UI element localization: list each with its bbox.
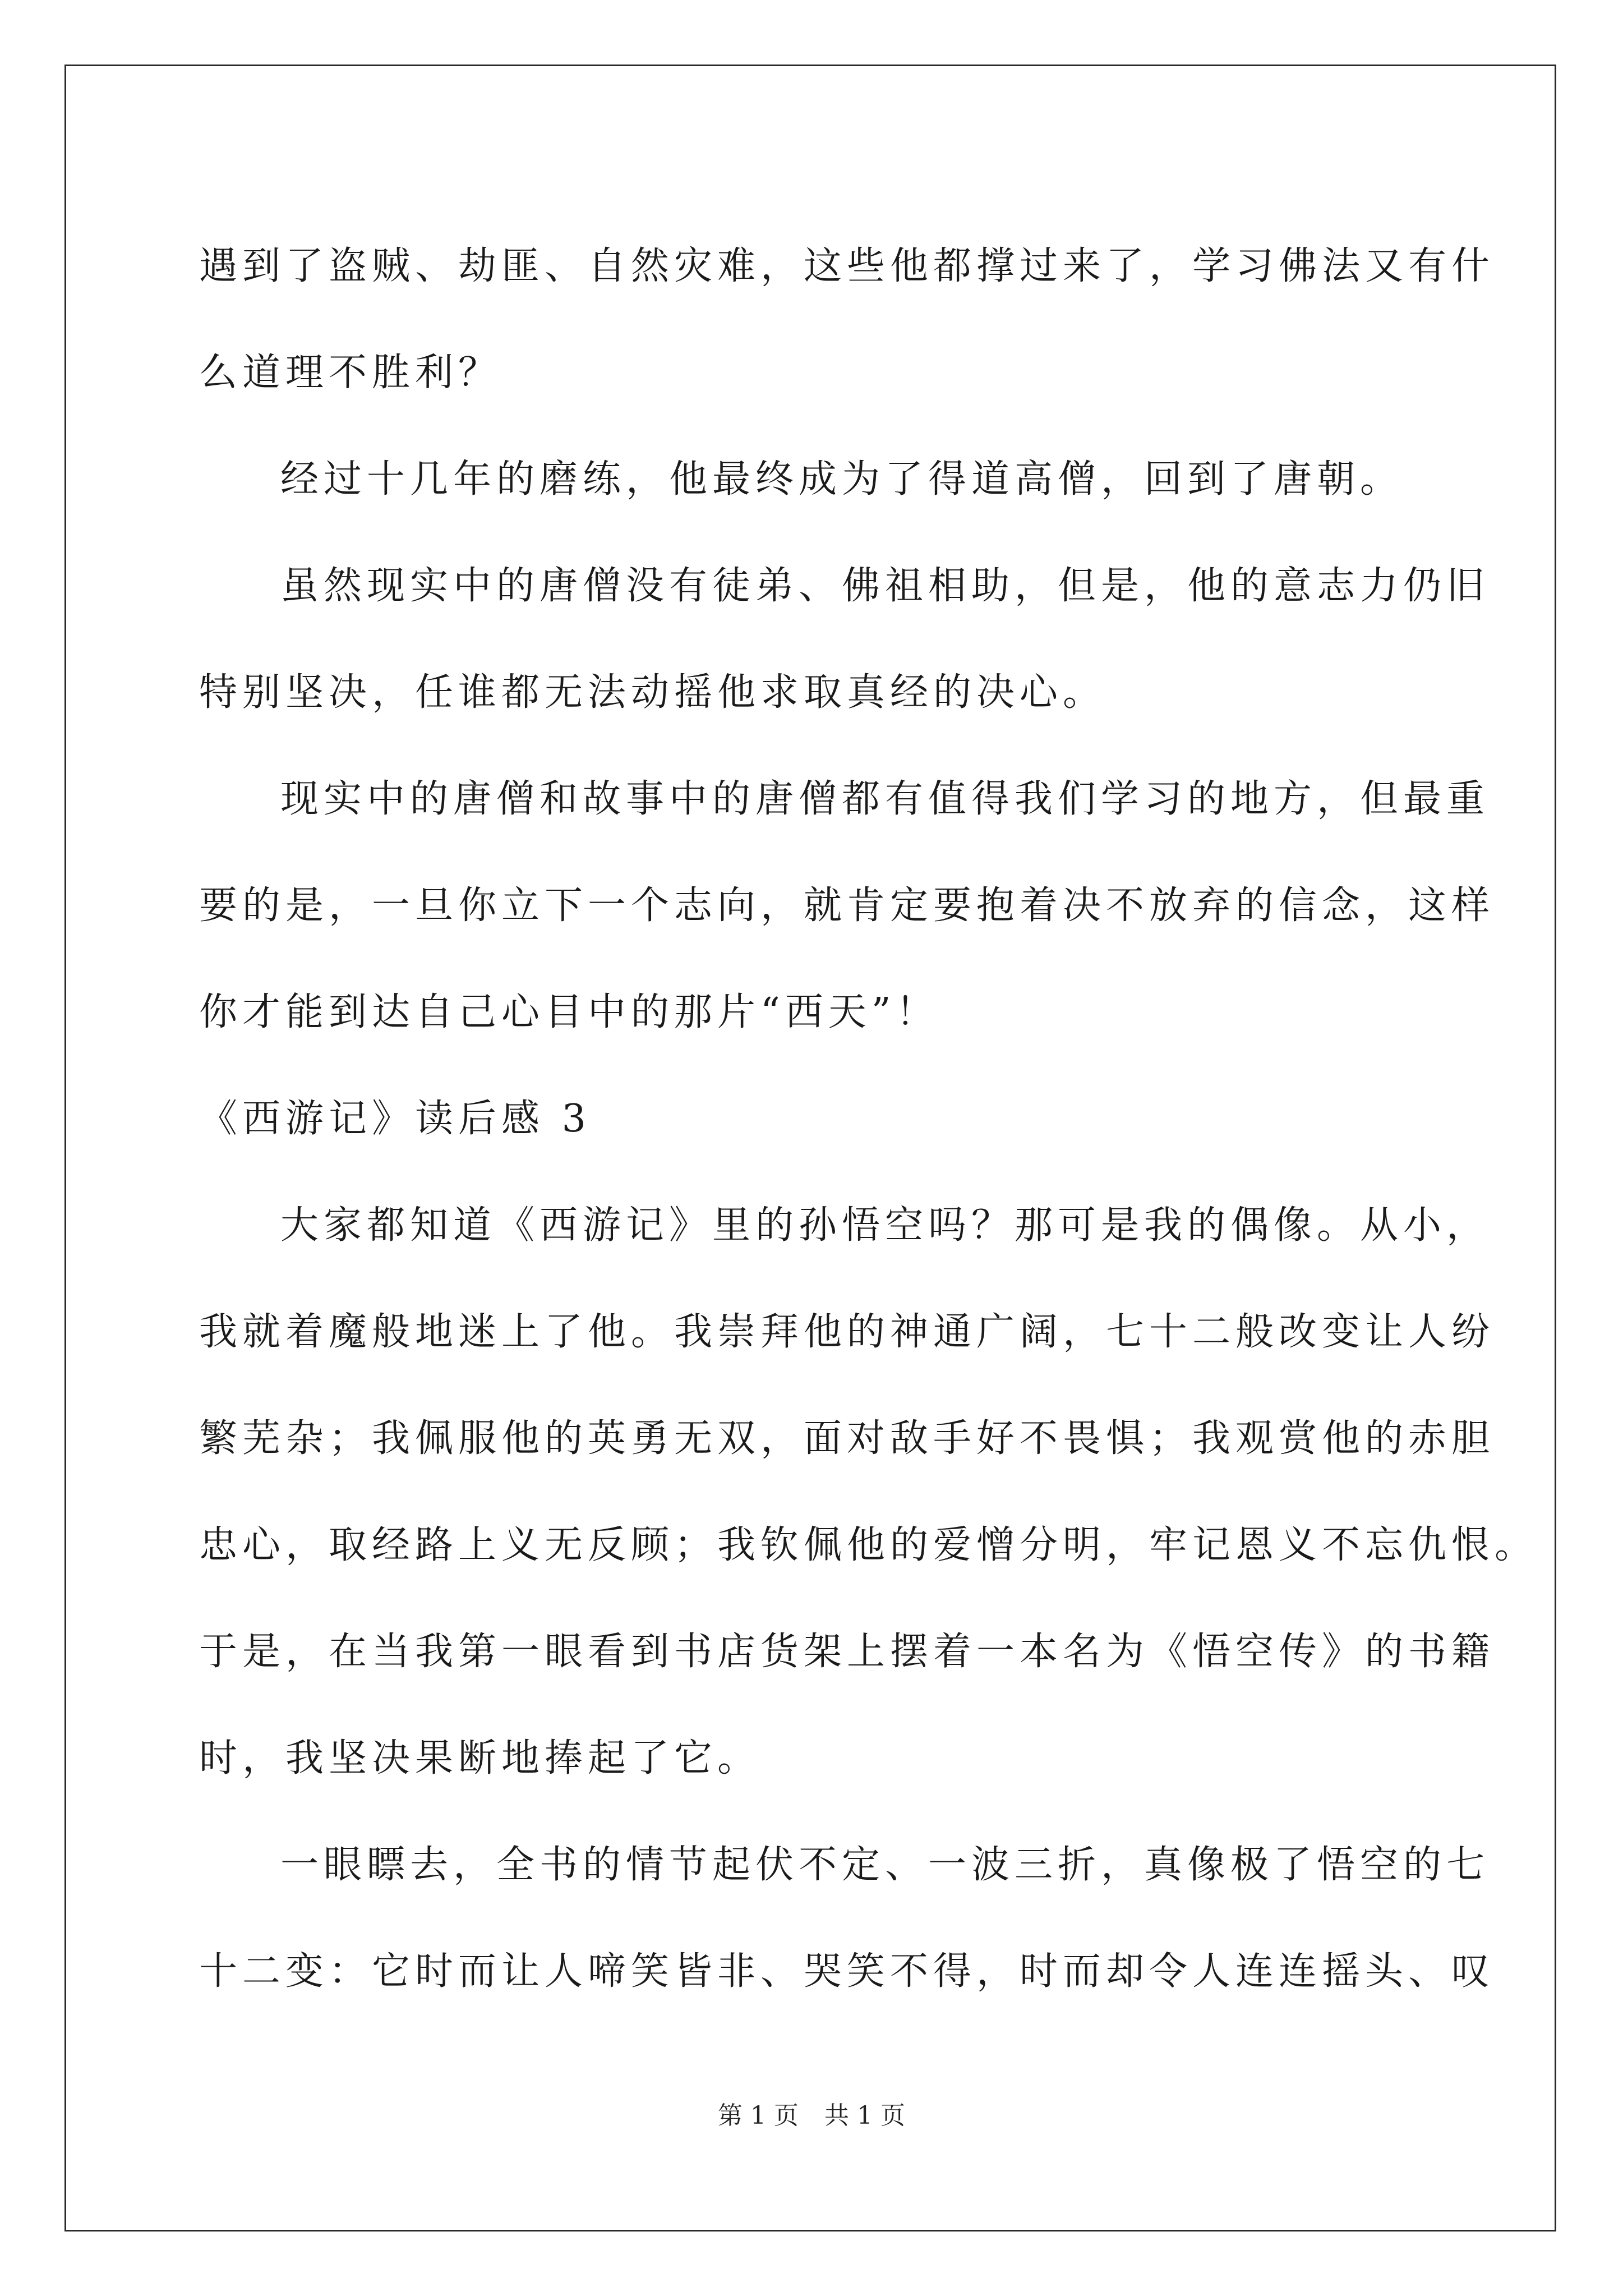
text-line: 时，我坚决果断地捧起了它。	[199, 1736, 761, 1780]
page-footer	[0, 2099, 1623, 2133]
text-line: 我就着魔般地迷上了他。我崇拜他的神通广阔，七十二般改变让人纷	[199, 1310, 1495, 1354]
text-line: 你才能到达自己心目中的那片“西天”！	[199, 990, 939, 1034]
text-line: 《西游记》读后感 3	[199, 1097, 591, 1141]
text-line: 现实中的唐僧和故事中的唐僧都有值得我们学习的地方，但最重	[280, 777, 1490, 821]
text-line: 忠心，取经路上义无反顾；我钦佩他的爱憎分明，牢记恩义不忘仇恨。	[199, 1523, 1538, 1567]
text-line: 要的是，一旦你立下一个志向，就肯定要抱着决不放弃的信念，这样	[199, 884, 1495, 928]
text-line: 么道理不胜利？	[199, 351, 502, 395]
text-line: 经过十几年的磨练，他最终成为了得道高僧，回到了唐朝。	[280, 457, 1404, 501]
total-pages-label: 共 1 页	[824, 2101, 905, 2130]
text-line: 特别坚决，任谁都无法动摇他求取真经的决心。	[199, 670, 1106, 715]
current-page-label: 第 1 页	[718, 2101, 799, 2130]
text-line: 遇到了盗贼、劫匪、自然灾难，这些他都撑过来了，学习佛法又有什	[199, 244, 1495, 288]
text-line: 十二变：它时而让人啼笑皆非、哭笑不得，时而却令人连连摇头、叹	[199, 1949, 1495, 1994]
text-line: 虽然现实中的唐僧没有徒弟、佛祖相助，但是，他的意志力仍旧	[280, 564, 1490, 608]
text-line: 一眼瞟去，全书的情节起伏不定、一波三折，真像极了悟空的七	[280, 1843, 1490, 1887]
document-body	[199, 213, 1538, 2025]
text-line: 大家都知道《西游记》里的孙悟空吗？那可是我的偶像。从小，	[280, 1203, 1490, 1248]
text-line: 繁芜杂；我佩服他的英勇无双，面对敌手好不畏惧；我观赏他的赤胆	[199, 1416, 1495, 1461]
text-line: 于是，在当我第一眼看到书店货架上摆着一本名为《悟空传》的书籍	[199, 1630, 1495, 1674]
